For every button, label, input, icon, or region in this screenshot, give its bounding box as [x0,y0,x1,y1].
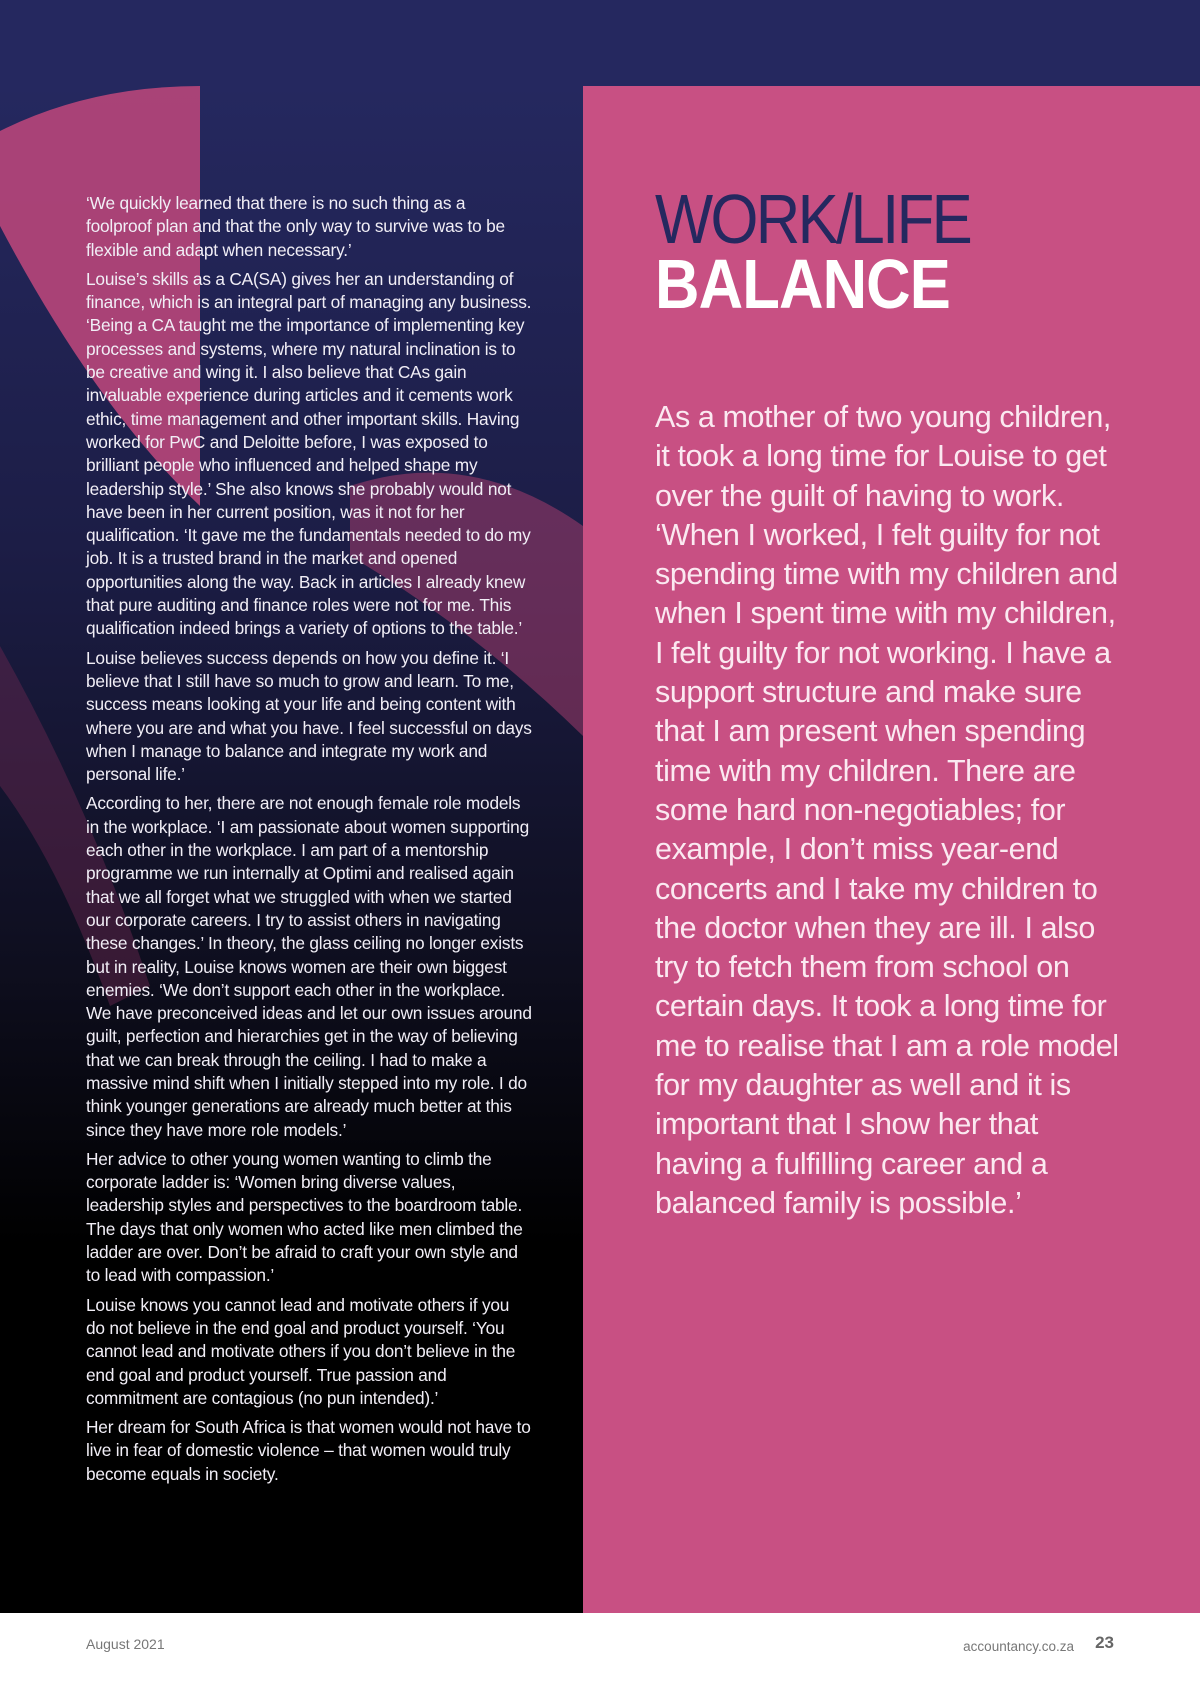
top-color-band [0,0,1200,86]
article-paragraph: Louise believes success depends on how you define it. ‘I believe that I still have so much to grow and learn. To me, success means looking at your life and being content with where you are and what you have. I feel successful on days when I manage to balance and integrate my work and personal life.’ [86,647,532,785]
footer-website: accountancy.co.za [963,1639,1074,1654]
article-paragraph: According to her, there are not enough female role models in the workplace. ‘I am passionate about women supporting each other in the workplace. I am part of a mentorship programme we run internally at Optimi and realised again that we all forget what we struggled with when we started our corporate careers. I try to assist others in navigating these changes.’ In theory, the glass ceiling no longer exists but in reality, Louise knows women are their own biggest enemies. ‘We don’t support each other in the workplace. We have preconceived ideas and let our own issues around guilt, perfection and hierarchies get in the way of believing that we can break through the ceiling. I had to make a massive mind shift when I initially stepped into my role. I do think younger generations are already much better at this since they have more role models.’ [86,793,532,1140]
article-paragraph: ‘We quickly learned that there is no such thing as a foolproof plan and that the only way to survive was to be flexible and adapt when necessary.’ [86,193,505,260]
section-heading-line1: WORK/LIFE [655,180,971,258]
page-footer [0,1613,1200,1696]
section-heading [655,180,1013,323]
article-body-column [86,192,532,1492]
article-paragraph: Louise knows you cannot lead and motivate others if you do not believe in the end goal and product yourself. ‘You cannot lead and motivate others if you don’t believe in the end goal and product yourself. True passion and commitment are contagious (no pun intended).’ [86,1294,516,1408]
page-number: 23 [1095,1633,1114,1652]
article-paragraph: Her advice to other young women wanting to climb the corporate ladder is: ‘Women bring diverse values, leadership styles and perspectives to the boardroom table. The days that only women who acted like men climbed the ladder are over. Don’t be afraid to craft your own style and to lead with compassion.’ [86,1148,523,1286]
pull-quote: As a mother of two young children, it took a long time for Louise to get over the guilt of having to work. ‘When I worked, I felt guilty for not spending time with my children and when I spent time with my children, I felt guilty for not working. I have a support structure and make sure that I am present when spending time with my children. There are some hard non-negotiables; for example, I don’t miss year-end concerts and I take my children to the doctor when they are ill. I also try to fetch them from school on certain days. It took a long time for me to realise that I am a role model for my daughter as well and it is important that I show her that having a fulfilling career and a balanced family is possible.’ [655,400,1119,1220]
article-paragraph: Her dream for South Africa is that women would not have to live in fear of domestic violence – that women would truly become equals in society. [86,1417,531,1484]
footer-date: August 2021 [86,1636,165,1652]
article-paragraph: Louise’s skills as a CA(SA) gives her an understanding of finance, which is an integral part of managing any business. ‘Being a CA taught me the importance of implementing key processes and systems, where my natural inclination is to be creative and wing it. I also believe that CAs gain invaluable experience during articles and it cements work ethic, time management and other important skills. Having worked for PwC and Deloitte before, I was exposed to brilliant people who influenced and helped shape my leadership style.’ She also knows she probably would not have been in her current position, was it not for her qualification. ‘It gave me the fundamentals needed to do my job. It is a trusted brand in the market and opened opportunities along the way. Back in articles I already knew that pure auditing and finance roles were not for me. This qualification indeed brings a variety of options to the table.’ [86,268,532,639]
section-heading-line2: BALANCE [655,245,950,323]
